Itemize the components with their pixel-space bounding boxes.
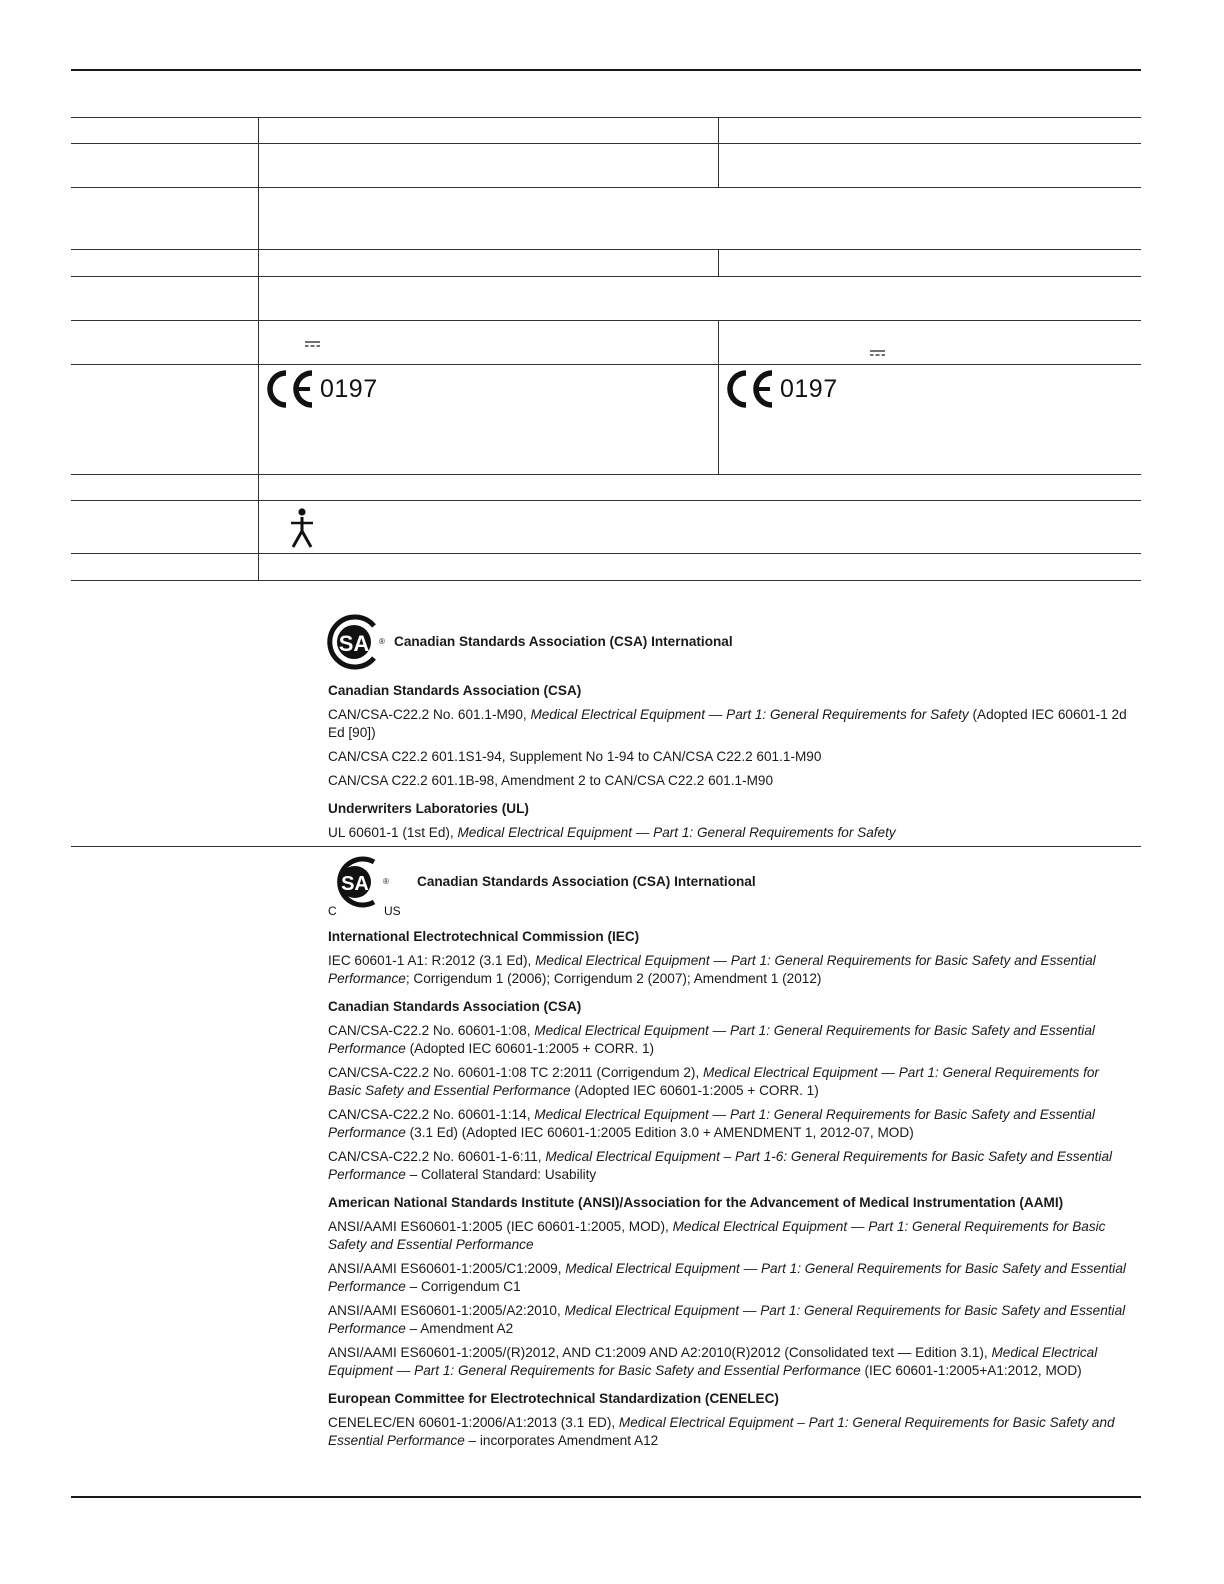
csa-logo-icon: [328, 614, 384, 670]
csa-us-letters: US: [384, 904, 401, 918]
table-column-divider: [258, 117, 259, 580]
table-line: [71, 249, 1141, 250]
dc-symbol-left: [305, 341, 320, 347]
table-line: [71, 187, 1141, 188]
csa-us-mark-row: [328, 854, 1134, 918]
svg-text:®: ®: [379, 637, 385, 646]
standard-entry: ANSI/AAMI ES60601-1:2005/C1:2009, Medical Electrical Equipment — Part 1: General Requirements for Basic Safety and Essential Performance – Corrigendum C1: [328, 1261, 1126, 1294]
csa-c-letter: C: [328, 904, 337, 918]
standard-entry: CAN/CSA-C22.2 No. 60601-1:14, Medical Electrical Equipment — Part 1: General Requirements for Basic Safety and Essential Performance (3.1 Ed) (Adopted IEC 60601-1:2005 Edition 3.0 + AMENDMENT 1, 2012-07, MOD): [328, 1107, 1095, 1140]
group-heading: Canadian Standards Association (CSA): [328, 683, 582, 698]
group-heading: American National Standards Institute (ANSI)/Association for the Advancement of Medical Instrumentation (AAMI): [328, 1195, 1064, 1210]
standard-entry: CAN/CSA-C22.2 No. 60601-1-6:11, Medical Electrical Equipment – Part 1-6: General Requirements for Basic Safety and Essential Performance – Collateral Standard: Usability: [328, 1149, 1113, 1182]
standard-entry: CAN/CSA C22.2 601.1B-98, Amendment 2 to CAN/CSA C22.2 601.1-M90: [328, 773, 774, 788]
standards-group: [328, 1390, 1134, 1450]
type-b-applied-part-icon: [288, 508, 316, 548]
standard-entry: ANSI/AAMI ES60601-1:2005/A2:2010, Medical Electrical Equipment — Part 1: General Requirements for Basic Safety and Essential Performance – Amendment A2: [328, 1303, 1126, 1336]
group-heading: European Committee for Electrotechnical Standardization (CENELEC): [328, 1391, 779, 1406]
svg-text:SA: SA: [338, 631, 370, 656]
group-heading: Canadian Standards Association (CSA): [328, 999, 582, 1014]
ce-logo-icon: [726, 370, 776, 408]
ce-logo-icon: [266, 370, 316, 408]
svg-text:®: ®: [383, 877, 389, 886]
standard-entry: UL 60601-1 (1st Ed), Medical Electrical Equipment — Part 1: General Requirements for Safety: [328, 825, 896, 840]
standard-entry: CAN/CSA-C22.2 No. 60601-1:08 TC 2:2011 (Corrigendum 2), Medical Electrical Equipment — Part 1: General Requirements for Basic Safety and Essential Performance (Adopted IEC 60601-1:2005 + CORR. 1): [328, 1065, 1099, 1098]
table-line: [71, 143, 1141, 144]
table-column-divider: [718, 320, 719, 474]
standards-group: [328, 998, 1134, 1184]
standards-group: [328, 800, 1134, 842]
group-heading: International Electrotechnical Commission (IEC): [328, 929, 640, 944]
csa-mark-title: Canadian Standards Association (CSA) International: [394, 634, 733, 649]
standard-entry: IEC 60601-1 A1: R:2012 (3.1 Ed), Medical Electrical Equipment — Part 1: General Requirements for Basic Safety and Essential Performance; Corrigendum 1 (2006); Corrigendum 2 (2007); Amendment 1 (2012): [328, 953, 1096, 986]
standard-entry: ANSI/AAMI ES60601-1:2005/(R)2012, AND C1:2009 AND A2:2010(R)2012 (Consolidated text — Edition 3.1), Medical Electrical Equipment — Part 1: General Requirements for Basic Safety and Essential Performance (IEC 60601-1:2005+A1:2012, MOD): [328, 1345, 1098, 1378]
dc-symbol-right: [870, 350, 885, 356]
csa-standards-section-1: [328, 614, 1134, 848]
ce-number: 0197: [780, 374, 838, 403]
table-line: [71, 276, 1141, 277]
csa-standards-section-2: [328, 854, 1134, 1456]
section-divider: [71, 846, 1141, 847]
table-line: [71, 500, 1141, 501]
table-line: [71, 320, 1141, 321]
standards-group: [328, 1194, 1134, 1380]
csa-c-us-logo-icon: [328, 854, 408, 918]
csa-mark-title: Canadian Standards Association (CSA) International: [417, 874, 756, 889]
table-line: [71, 364, 1141, 365]
ce-mark-left: [266, 370, 378, 408]
table-line: [71, 117, 1141, 118]
table-column-divider: [718, 117, 719, 187]
group-heading: Underwriters Laboratories (UL): [328, 801, 529, 816]
table-column-divider: [718, 249, 719, 276]
standard-entry: CENELEC/EN 60601-1:2006/A1:2013 (3.1 ED), Medical Electrical Equipment – Part 1: General Requirements for Basic Safety and Essential Performance – incorporates Amendment A12: [328, 1415, 1115, 1448]
table-line: [71, 474, 1141, 475]
ce-number: 0197: [320, 374, 378, 403]
standard-entry: ANSI/AAMI ES60601-1:2005 (IEC 60601-1:2005, MOD), Medical Electrical Equipment — Part 1: General Requirements for Basic Safety and Essential Performance: [328, 1219, 1106, 1252]
table-line: [71, 580, 1141, 581]
top-rule: [71, 69, 1141, 71]
ce-mark-right: [726, 370, 838, 408]
table-line: [71, 553, 1141, 554]
csa-mark-row: [328, 614, 1134, 670]
bottom-rule: [71, 1496, 1141, 1498]
standards-group: [328, 928, 1134, 988]
standard-entry: CAN/CSA-C22.2 No. 601.1-M90, Medical Electrical Equipment — Part 1: General Requirements for Safety (Adopted IEC 60601-1 2d Ed [90]): [328, 707, 1127, 740]
standards-group: [328, 682, 1134, 790]
svg-text:SA: SA: [341, 873, 369, 895]
standard-entry: CAN/CSA-C22.2 No. 60601-1:08, Medical Electrical Equipment — Part 1: General Requirements for Basic Safety and Essential Performance (Adopted IEC 60601-1:2005 + CORR. 1): [328, 1023, 1095, 1056]
standard-entry: CAN/CSA C22.2 601.1S1-94, Supplement No 1-94 to CAN/CSA C22.2 601.1-M90: [328, 749, 822, 764]
